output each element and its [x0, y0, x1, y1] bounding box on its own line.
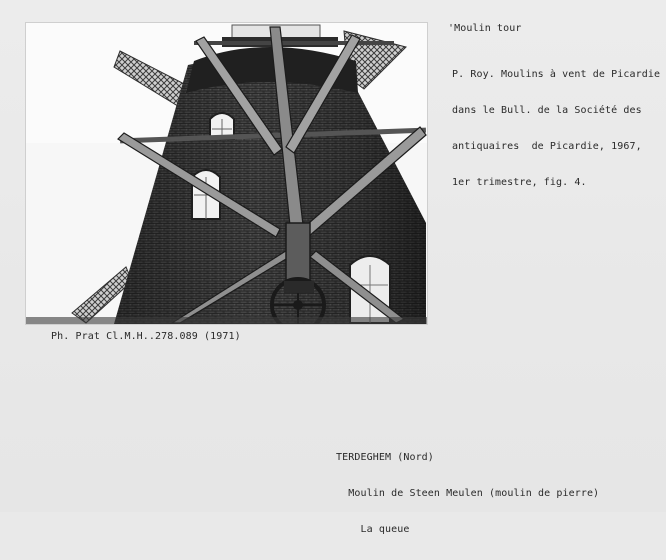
reference-line: dans le Bull. de la Société des: [452, 105, 642, 116]
location-line: Moulin de Steen Meulen (moulin de pierre): [336, 488, 600, 499]
photo-subject-title: 'Moulin tour: [448, 23, 522, 34]
photo-credit: Ph. Prat Cl.M.H..278.089 (1971): [51, 331, 241, 342]
bibliographic-reference: [452, 45, 660, 213]
reference-line: antiquaires de Picardie, 1967,: [452, 141, 642, 152]
windmill-illustration: [26, 23, 427, 324]
windmill-photograph: [25, 22, 428, 325]
reference-line: 1er trimestre, fig. 4.: [452, 177, 587, 188]
location-label: [336, 428, 599, 560]
location-line: La queue: [336, 524, 410, 535]
reference-line: P. Roy. Moulins à vent de Picardie: [452, 69, 661, 80]
location-line: TERDEGHEM (Nord): [336, 452, 434, 463]
